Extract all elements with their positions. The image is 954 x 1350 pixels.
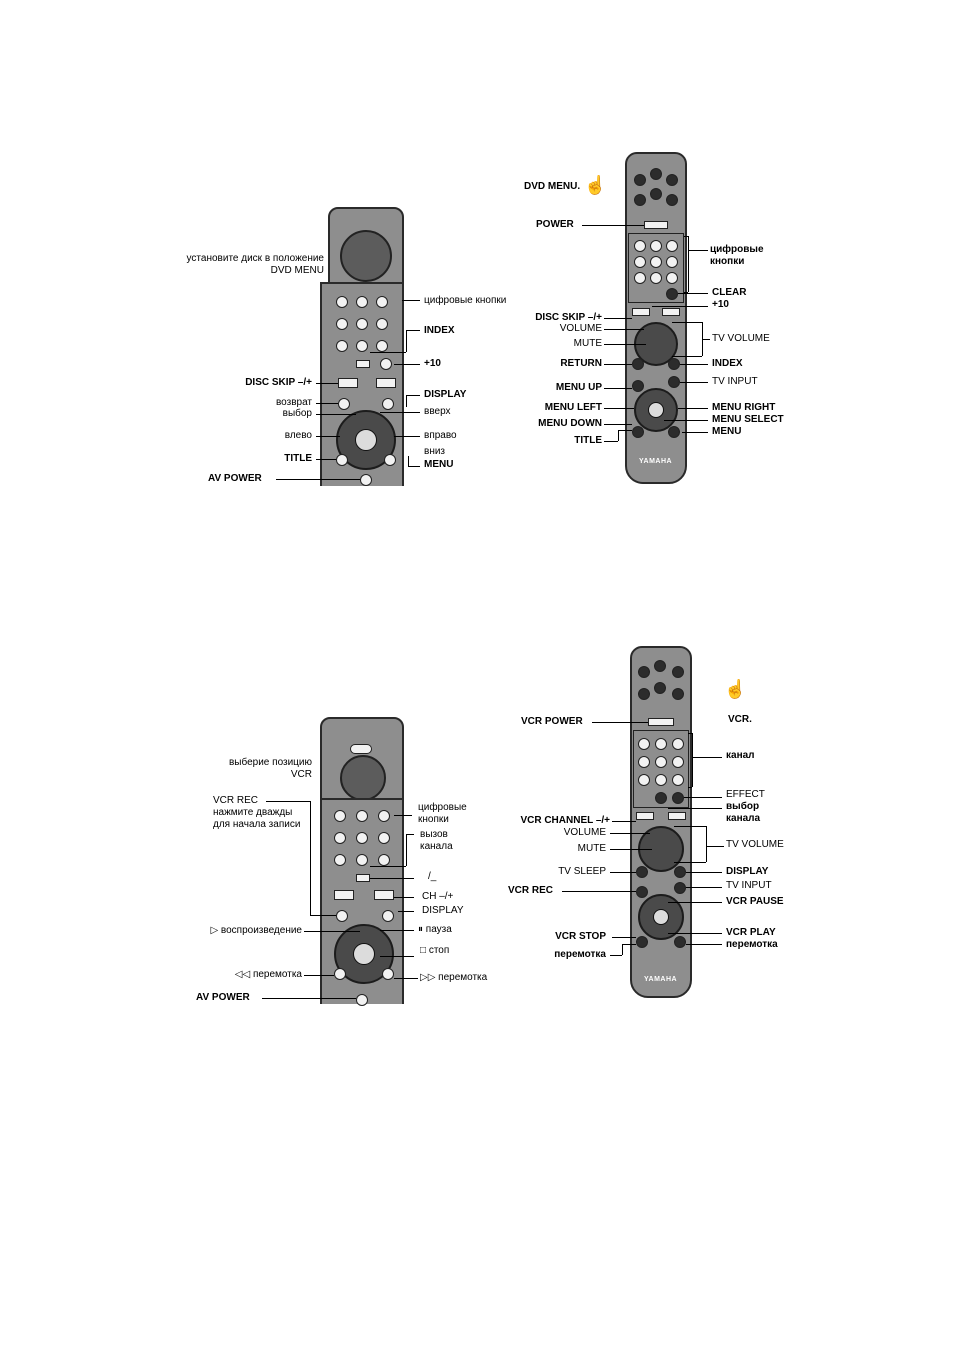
label-rec-hint2: для начала записи [213, 819, 301, 830]
label-index: INDEX [712, 358, 743, 369]
av-power-button[interactable] [360, 474, 372, 486]
ffwd-button[interactable] [382, 968, 394, 980]
label-menu-left: MENU LEFT [544, 402, 602, 413]
label-vcr: VCR. [728, 714, 752, 725]
vcr-rec-button[interactable] [636, 886, 648, 898]
label-channel-select: выбор канала [726, 801, 761, 824]
index-button[interactable] [668, 358, 680, 370]
ffwd-button[interactable] [674, 936, 686, 948]
disc-skip-plus-button[interactable] [662, 308, 680, 316]
digit-button[interactable] [634, 256, 646, 268]
label-vcr-play: VCR PLAY [726, 927, 776, 938]
vcr-power-button[interactable] [648, 718, 674, 726]
hand-pointer-icon: ☝ [584, 175, 607, 195]
digit-button[interactable] [666, 272, 678, 284]
menu-button[interactable] [668, 426, 680, 438]
label-vcr-power: VCR POWER [521, 716, 583, 727]
label-call-channel: вызов канала [420, 829, 453, 852]
label-disc-position: установите диск в положение [186, 253, 324, 264]
source-button[interactable] [666, 174, 678, 186]
digit-button[interactable] [336, 296, 348, 308]
label-channel: канал [726, 750, 755, 761]
label-display: DISPLAY [726, 866, 769, 877]
label-disc-skip: DISC SKIP –/+ [535, 312, 602, 323]
vcr-channel-minus-button[interactable] [636, 812, 654, 820]
tv-input-button[interactable] [668, 376, 680, 388]
label-digits: цифровые кнопки [710, 244, 764, 267]
label-ch: CH –/+ [422, 891, 454, 902]
label-right: вправо [424, 430, 457, 441]
clear-button[interactable] [666, 288, 678, 300]
digit-button[interactable] [356, 832, 368, 844]
label-tv-input: TV INPUT [726, 880, 772, 891]
select-button[interactable] [355, 429, 377, 451]
ch-plus-button[interactable] [374, 890, 394, 900]
title-button[interactable] [336, 454, 348, 466]
digit-button[interactable] [650, 272, 662, 284]
label-av-power: AV POWER [196, 992, 250, 1003]
label-volume: VOLUME [563, 827, 606, 838]
label-vcr-channel: VCR CHANNEL –/+ [520, 815, 610, 826]
vcr-play-button[interactable] [653, 909, 669, 925]
label-menu-select: MENU SELECT [712, 414, 784, 425]
digit-button[interactable] [638, 756, 650, 768]
digit-button[interactable] [634, 240, 646, 252]
source-button[interactable] [650, 168, 662, 180]
label-display: DISPLAY [424, 389, 467, 400]
digit-button[interactable] [356, 296, 368, 308]
title-button[interactable] [632, 426, 644, 438]
mode-dial[interactable] [340, 230, 392, 282]
rewind-button[interactable] [334, 968, 346, 980]
label-plus10: +10 [424, 358, 441, 369]
vcr-mode-button[interactable] [350, 744, 372, 754]
source-button[interactable] [672, 666, 684, 678]
digit-button[interactable] [376, 340, 388, 352]
label-up: вверх [424, 406, 451, 417]
power-button[interactable] [644, 221, 668, 229]
label-tv-input: TV INPUT [712, 376, 758, 387]
return-button[interactable] [338, 398, 350, 410]
source-button[interactable] [654, 660, 666, 672]
label-digits: цифровые кнопки [424, 295, 507, 306]
vcr-source-button[interactable] [672, 688, 684, 700]
label-vcr: VCR [290, 769, 312, 780]
label-power: POWER [536, 219, 574, 230]
label-down: вниз [424, 446, 446, 457]
source-button[interactable] [666, 194, 678, 206]
digit-button[interactable] [334, 854, 346, 866]
return-button[interactable] [632, 358, 644, 370]
digit-button[interactable] [356, 340, 368, 352]
label-effect: EFFECT [726, 789, 765, 800]
label-return: возврат [275, 397, 312, 408]
effect-button[interactable] [672, 792, 684, 804]
label-ffwd: перемотка [726, 939, 778, 950]
label-rewind: ◁◁ перемотка [234, 969, 302, 980]
label-rewind: перемотка [554, 949, 606, 960]
brand-logo: YAMAHA [644, 976, 678, 983]
channel-call-button[interactable] [356, 874, 370, 882]
digit-button[interactable] [666, 256, 678, 268]
label-av-power: AV POWER [208, 473, 262, 484]
digit-button[interactable] [638, 738, 650, 750]
digit-button[interactable] [356, 318, 368, 330]
digit-button[interactable] [336, 318, 348, 330]
disc-skip-plus-button[interactable] [376, 378, 396, 388]
digit-button[interactable] [356, 810, 368, 822]
digit-button[interactable] [336, 340, 348, 352]
digit-button[interactable] [376, 318, 388, 330]
digit-button[interactable] [376, 296, 388, 308]
label-display: DISPLAY [422, 905, 464, 916]
label-pause: ⏸ пауза [418, 924, 452, 935]
digit-button[interactable] [650, 240, 662, 252]
source-button[interactable] [638, 666, 650, 678]
label-rec-hint1: нажмите дважды [213, 807, 293, 818]
label-ffwd: ▷▷ перемотка [420, 972, 488, 983]
digit-button[interactable] [334, 832, 346, 844]
display-button[interactable] [382, 910, 394, 922]
label-vcr-pause: VCR PAUSE [726, 896, 784, 907]
label-mute: MUTE [573, 338, 602, 349]
tv-input-button[interactable] [674, 882, 686, 894]
digit-button[interactable] [638, 774, 650, 786]
digit-button[interactable] [334, 810, 346, 822]
vcr-channel-plus-button[interactable] [668, 812, 686, 820]
digit-button[interactable] [378, 810, 390, 822]
digit-button[interactable] [378, 832, 390, 844]
digit-button[interactable] [672, 774, 684, 786]
label-clear: CLEAR [712, 287, 747, 298]
digit-button[interactable] [655, 774, 667, 786]
label-menu-right: MENU RIGHT [712, 402, 776, 413]
label-title: TITLE [574, 435, 602, 446]
label-tv-volume: TV VOLUME [726, 839, 784, 850]
digit-button[interactable] [650, 256, 662, 268]
label-stop: □ стоп [420, 945, 450, 956]
source-button[interactable] [650, 188, 662, 200]
dvd-menu-source-button[interactable] [634, 194, 646, 206]
label-menu: MENU [424, 459, 454, 470]
label-tv-sleep: TV SLEEP [558, 866, 606, 877]
label-vcr-rec: VCR REC [213, 795, 259, 806]
disc-skip-minus-button[interactable] [338, 378, 358, 388]
menu-select-button[interactable] [648, 402, 664, 418]
label-disc-skip: DISC SKIP –/+ [245, 377, 312, 388]
plus10-button[interactable] [380, 358, 392, 370]
index-button[interactable] [356, 360, 370, 368]
label-vcr-stop: VCR STOP [555, 931, 606, 942]
label-digits: цифровые кнопки [418, 802, 467, 825]
hand-pointer-icon: ☝ [724, 679, 747, 699]
label-menu: MENU [712, 426, 742, 437]
label-dvd-menu: DVD MENU. [524, 181, 581, 192]
digit-button[interactable] [378, 854, 390, 866]
menu-up-button[interactable] [632, 380, 644, 392]
display-button[interactable] [382, 398, 394, 410]
label-menu-down: MENU DOWN [538, 418, 602, 429]
label-plus10: +10 [712, 299, 729, 310]
av-power-button[interactable] [356, 994, 368, 1006]
source-button[interactable] [638, 688, 650, 700]
label-mute: MUTE [577, 843, 606, 854]
digit-button[interactable] [655, 756, 667, 768]
label-select-position: выберие позицию [228, 757, 312, 768]
label-menu-up: MENU UP [555, 382, 602, 393]
brand-logo: YAMAHA [639, 458, 673, 465]
disc-skip-minus-button[interactable] [632, 308, 650, 316]
channel-select-button[interactable] [655, 792, 667, 804]
ch-minus-button[interactable] [334, 890, 354, 900]
display-button[interactable] [674, 866, 686, 878]
label-volume: VOLUME [559, 323, 602, 334]
label-tv-volume: TV VOLUME [712, 333, 770, 344]
digit-button[interactable] [666, 240, 678, 252]
label-return: RETURN [560, 358, 602, 369]
source-button[interactable] [654, 682, 666, 694]
play-button[interactable] [353, 943, 375, 965]
label-title: TITLE [284, 453, 312, 464]
label-slash: /_ [428, 871, 437, 882]
vcr-rec-button[interactable] [336, 910, 348, 922]
source-button[interactable] [634, 174, 646, 186]
rewind-button[interactable] [636, 936, 648, 948]
label-select: выбор [282, 408, 312, 419]
label-left: влево [284, 430, 312, 441]
label-index: INDEX [424, 325, 455, 336]
digit-button[interactable] [655, 738, 667, 750]
digit-button[interactable] [672, 756, 684, 768]
menu-button[interactable] [384, 454, 396, 466]
label-play: ▷ воспроизведение [210, 925, 302, 936]
label-dvd-menu: DVD MENU [270, 265, 324, 276]
tv-sleep-button[interactable] [636, 866, 648, 878]
label-vcr-rec: VCR REC [508, 885, 554, 896]
digit-button[interactable] [672, 738, 684, 750]
digit-button[interactable] [356, 854, 368, 866]
mode-dial[interactable] [340, 755, 386, 801]
digit-button[interactable] [634, 272, 646, 284]
